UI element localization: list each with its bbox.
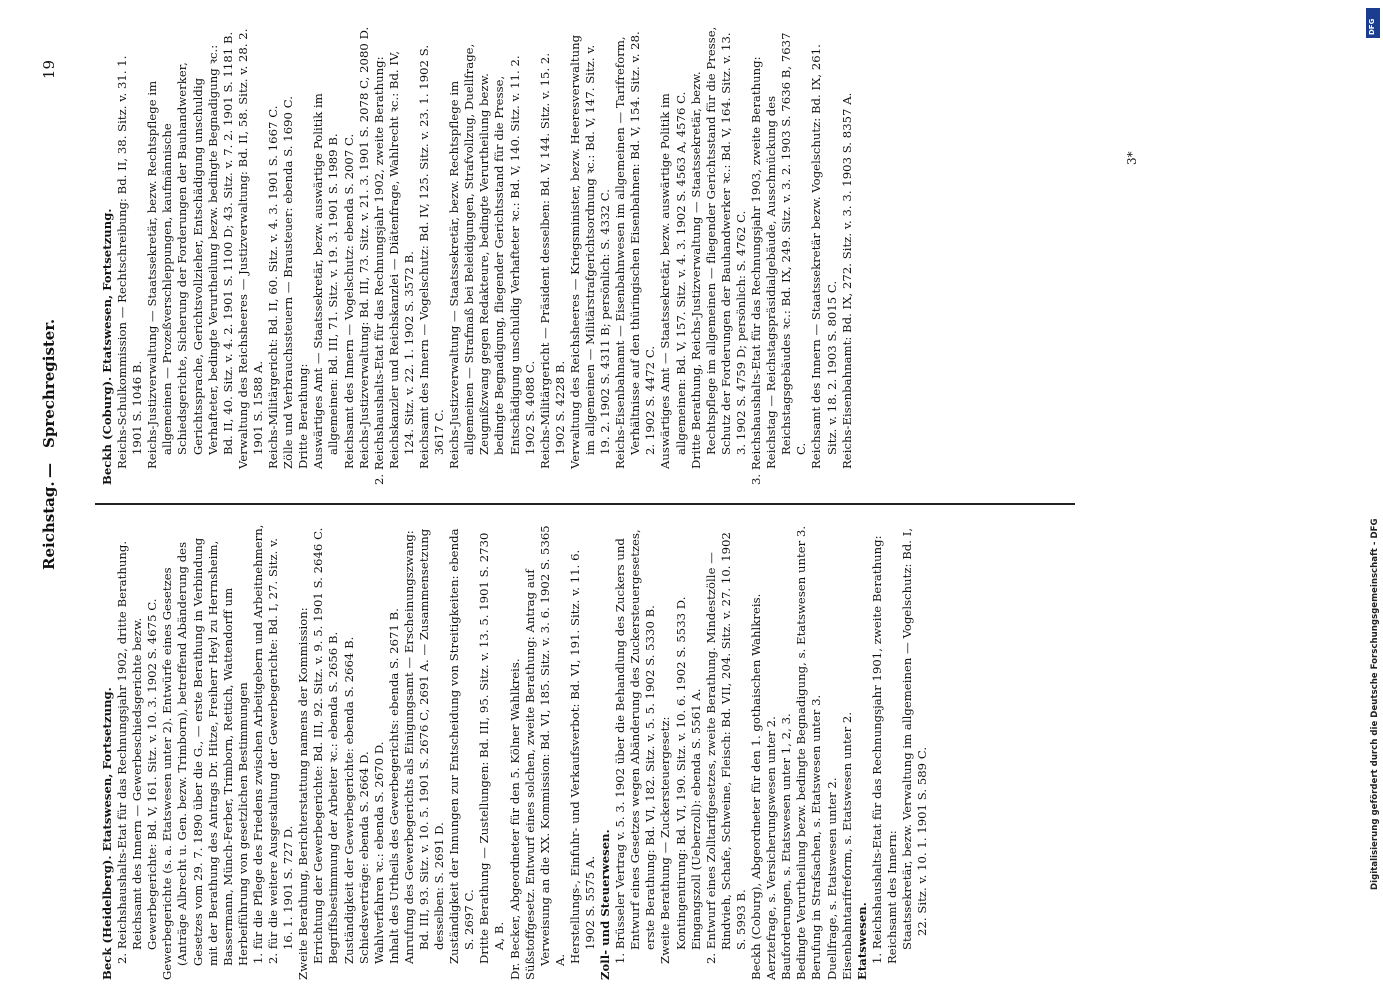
register-entry: Zweite Berathung, Berichterstattung namens der Kommission:	[296, 607, 311, 980]
register-entry: Verwaltung des Reichsheeres — Justizverwaltung: Bd. II, 58. Sitz. v. 28. 2. 1901 S. 1588 A.	[235, 28, 265, 469]
register-entry: Reichs-Justizverwaltung — Staatssekretär, bezw. Rechtspflege im allgemeinen — Prozeßverschleppungen, kaufmännische Schiedsgerichte, Sicherung der Forderungen der Bauhandwerker, Gerichtssprache, Gerichtsvollzieher, Entschädigung unschuldig Verhafteter, bedingte Verurtheilung bezw. bedingte Begnadigung ꝛc.: Bd. II, 40. Sitz. v. 4. 2. 1901 S. 1100 D; 43. Sitz. v. 7. 2. 1901 S. 1181 B.	[145, 31, 235, 469]
register-entry: 3. Reichshaushalts-Etat für das Rechnungsjahr 1903, zweite Berathung:	[749, 56, 764, 485]
register-entry: Reichs-Militärgericht — Präsident desselben: Bd. V, 144. Sitz. v. 15. 2. 1902 S. 4228 B.	[537, 52, 567, 469]
register-entry: Zölle und Verbrauchssteuern — Brausteuer: ebenda S. 1690 C.	[281, 96, 296, 469]
register-entry: Zuständigkeit der Innungen zur Entscheidung von Streitigkeiten: ebenda S. 2697 C.	[447, 528, 477, 964]
register-entry: Süßstoffgesetz. Entwurf eines solchen, zweite Berathung: Antrag auf Verweisung an die XX. Kommission: Bd. VI, 185. Sitz. v. 3. 6. 1902 S. 5365 A.	[522, 525, 567, 980]
register-entry: Reichsamt des Innern — Vogelschutz: ebenda S. 2007 C.	[341, 133, 356, 469]
register-entry: Reichstag — Reichstagspräsidialgebäude, Ausschmückung des Reichstagsgebäudes ꝛc.: Bd. IX, 249. Sitz. v. 3. 2. 1903 S. 7636 B, 7637 C.	[764, 32, 809, 469]
register-entry: Eisenbahntarifreform, s. Etatswesen unter 2.	[839, 711, 854, 980]
register-entry: Zuständigkeit der Gewerbegerichte: ebenda S. 2664 B.	[341, 636, 356, 964]
register-entry: Reichsamt des Innern — Staatssekretär bezw. Vogelschutz: Bd. IX, 261. Sitz. v. 18. 2. 1903 S. 8015 C.	[809, 44, 839, 469]
dfg-logo	[1366, 8, 1380, 38]
register-entry: Beck (Heidelberg). Etatswesen, Fortsetzung.	[100, 687, 114, 980]
register-entry: Reichs-Militärgericht: Bd. II, 60. Sitz. v. 4. 3. 1901 S. 1667 C.	[266, 105, 281, 469]
register-entry: Etatswesen.	[854, 902, 869, 980]
register-entry: Staatssekretär, bezw. Verwaltung im allgemeinen — Vogelschutz: Bd. I, 22. Sitz. v. 10. 1. 1901 S. 589 C.	[899, 527, 930, 950]
register-entry: 2. Entwurf eines Zolltarifgesetzes, zweite Berathung. Mindestzölle — Rindvieh, Schafe, Schweine, Fleisch: Bd. VII, 204. Sitz. v. 27. 10. 1902 S. 5993 B.	[703, 532, 748, 964]
header-right: Sprechregister.	[40, 318, 58, 448]
page-header	[40, 60, 70, 960]
register-entry: 1. für die Pflege des Friedens zwischen Arbeitgebern und Arbeitnehmern,	[250, 524, 265, 964]
register-entry: Reichsamt des Innern — Vogelschutz: Bd. IV, 125. Sitz. v. 23. 1. 1902 S. 3617 C.	[416, 44, 447, 469]
register-entry: Reichskanzler und Reichskanzlei — Diätenfrage, Wahlrecht ꝛc.: Bd. IV, 124. Sitz. v. 22. 1. 1902 S. 3572 B.	[386, 50, 416, 469]
register-entry: Reichs-Schulkommission — Rechtschreibung: Bd. II, 38. Sitz. v. 31. 1. 1901 S. 1046 B.	[115, 55, 145, 469]
register-entry: Inhalt des Urtheils des Gewerbegerichts: ebenda S. 2671 B.	[386, 608, 401, 964]
register-entry: Reichs-Justizverwaltung: Bd. III, 73. Sitz. v. 21. 3. 1901 S. 2078 C, 2080 D.	[356, 26, 371, 469]
register-entry: Begriffsbestimmung der Arbeiter ꝛc.: ebenda S. 2656 B.	[326, 631, 341, 964]
register-entry: Beckh (Coburg). Etatswesen, Fortsetzung.	[100, 208, 114, 485]
register-entry: Verwaltung des Reichsheeres — Kriegsminister, bezw. Heeresverwaltung im allgemeinen — Militärstrafgerichtsordnung ꝛc.: Bd. V, 147. Sitz. v. 19. 2. 1902 S. 4311 B; persönlich: S. 4332 C.	[567, 34, 613, 469]
register-entry: Bedingte Verurtheilung bezw. bedingte Begnadigung, s. Etatswesen unter 3.	[794, 525, 809, 980]
digitization-note	[1370, 10, 1382, 890]
register-entry: Reichs-Eisenbahnamt: Bd. IX, 272. Sitz. v. 3. 3. 1903 S. 8357 A.	[839, 92, 854, 469]
register-entry: Dritte Berathung — Zustellungen: Bd. III, 95. Sitz. v. 13. 5. 1901 S. 2730 A, B.	[477, 532, 507, 964]
left-column	[100, 520, 930, 980]
register-entry: Zoll- und Steuerwesen.	[598, 829, 613, 980]
register-entry: Auswärtiges Amt — Staatssekretär, bezw. auswärtige Politik im allgemeinen: Bd. V, 157. Sitz. v. 4. 3. 1902 S. 4563 A, 4576 C.	[658, 91, 688, 469]
register-entry: Schiedsverträge: ebenda S. 2664 D.	[356, 751, 371, 964]
register-entry: Kontingentirung: Bd. VI, 190. Sitz. v. 10. 6. 1902 S. 5533 D.	[673, 596, 688, 950]
register-entry: 1. Brüsseler Vertrag v. 5. 3. 1902 über die Behandlung des Zuckers und Entwurf eines Gesetzes wegen Abänderung des Zuckersteuergesetzes, erste Berathung: Bd. VI, 182. Sitz. v. 5. 5. 1902 S. 5330 B.	[613, 529, 658, 964]
register-entry: Dritte Berathung:	[296, 363, 311, 469]
register-entry: Bauforderungen, s. Etatswesen unter 1, 2, 3.	[779, 713, 794, 980]
register-entry: 1. Reichshaushalts-Etat für das Rechnungsjahr 1901, zweite Berathung:	[869, 535, 884, 964]
register-entry: Eingangszoll (Ueberzoll): ebenda S. 5561 A.	[688, 688, 703, 950]
register-entry: Dr. Becker, Abgeordneter für den 5. Kölner Wahlkreis.	[507, 658, 522, 980]
register-entry: Gewerbegerichte (s. a. Etatswesen unter 2). Entwürfe eines Gesetzes (Anträge Albrecht u. Gen. bezw. Trimborn), betreffend Abänderung des Gesetzes vom 29. 7. 1890 über die G., — erste Berathung in Verbindung mit der Berathung des Antrags Dr. Hitze, Freiherr Heyl zu Herrnsheim, Bassermann, Münch-Ferber, Trimborn, Rettich, Wattendorff um Herbeiführung von gesetzlichen Bestimmungen	[160, 537, 250, 980]
register-entry: Dritte Berathung, Reichs-Justizverwaltung — Staatssekretär, bezw. Rechtspflege im allgemeinen — fliegender Gerichtsstand für die Presse, Schutz der Forderungen der Bauhandwerker ꝛc.: Bd. V, 164. Sitz. v. 13. 3. 1902 S. 4759 D; persönlich: S. 4762 C.	[688, 26, 748, 469]
right-column	[100, 25, 855, 485]
register-entry: 2. Reichshaushalts-Etat für das Rechnungsjahr 1902, zweite Berathung:	[371, 56, 386, 485]
header-left: Reichstag.	[40, 481, 58, 570]
column-divider	[95, 503, 1075, 505]
page-number: 19	[40, 60, 58, 80]
digitization-note-text: Digitalisierung gefördert durch die Deutsche Forschungsgemeinschaft - DFG	[1370, 518, 1380, 890]
register-entry: 2. Reichshaushalts-Etat für das Rechnungsjahr 1902, dritte Berathung. Reichsamt des Innern — Gewerbeschiedsgerichte bezw. Gewerbegerichte: Bd. V, 161. Sitz. v. 10. 3. 1902 S. 4675 C.	[115, 540, 160, 964]
register-entry: Auswärtiges Amt — Staatssekretär, bezw. auswärtige Politik im allgemeinen: Bd. III, 71. Sitz. v. 19. 3. 1901 S. 1989 B.	[311, 93, 341, 469]
register-entry: Duellfrage, s. Etatswesen unter 2.	[824, 777, 839, 980]
signature-mark: 3*	[1125, 151, 1139, 165]
register-entry: Beckh (Coburg), Abgeordneter für den 1. gothaischen Wahlkreis.	[749, 593, 764, 980]
register-entry: Aerztefrage, s. Versicherungswesen unter 2.	[764, 716, 779, 980]
register-entry: Berufung in Strafsachen, s. Etatswesen unter 3.	[809, 694, 824, 980]
register-entry: Errichtung der Gewerbegerichte: Bd. III, 92. Sitz. v. 9. 5. 1901 S. 2646 C.	[311, 527, 326, 964]
register-entry: 2. für die weitere Ausgestaltung der Gewerbegerichte: Bd. I, 27. Sitz. v. 16. 1. 1901 S. 727 D.	[266, 537, 296, 964]
register-entry: Herstellungs-, Einfuhr- und Verkaufsverbot: Bd. VI, 191. Sitz. v. 11. 6. 1902 S. 5575 A.	[567, 549, 597, 964]
register-entry: Reichsamt des Innern:	[884, 830, 899, 964]
dfg-logo-text: DFG	[1368, 18, 1376, 35]
register-entry: Reichs-Eisenbahnamt — Eisenbahnwesen im allgemeinen — Tarifreform, Verhältnisse auf den thüringischen Eisenbahnen: Bd. V, 154. Sitz. v. 28. 2. 1902 S. 4472 C.	[613, 31, 658, 469]
register-entry: Wahlverfahren ꝛc.: ebenda S. 2670 D.	[371, 741, 386, 964]
register-entry: Zweite Berathung — Zuckersteuergesetz:	[658, 716, 673, 964]
register-entry: Anrufung des Gewerbegerichts als Einigungsamt — Erscheinungszwang: Bd. III, 93. Sitz. v. 10. 5. 1901 S. 2676 C, 2691 A. — Zusammensetzung desselben: S. 2691 D.	[401, 528, 447, 964]
register-entry: Reichs-Justizverwaltung — Staatssekretär, bezw. Rechtspflege im allgemeinen — Strafmaß bei Beleidigungen, Strafvollzug, Duellfrage, Zeugnißzwang gegen Redakteure, bedingte Verurtheilung bezw. bedingte Begnadigung, fliegender Gerichtsstand für die Presse, Entschädigung unschuldig Verhafteter ꝛc.: Bd. V, 140. Sitz. v. 11. 2. 1902 S. 4088 C.	[447, 43, 537, 469]
rotated-page-content	[15, 0, 1315, 1000]
header-dash: —	[40, 463, 58, 478]
